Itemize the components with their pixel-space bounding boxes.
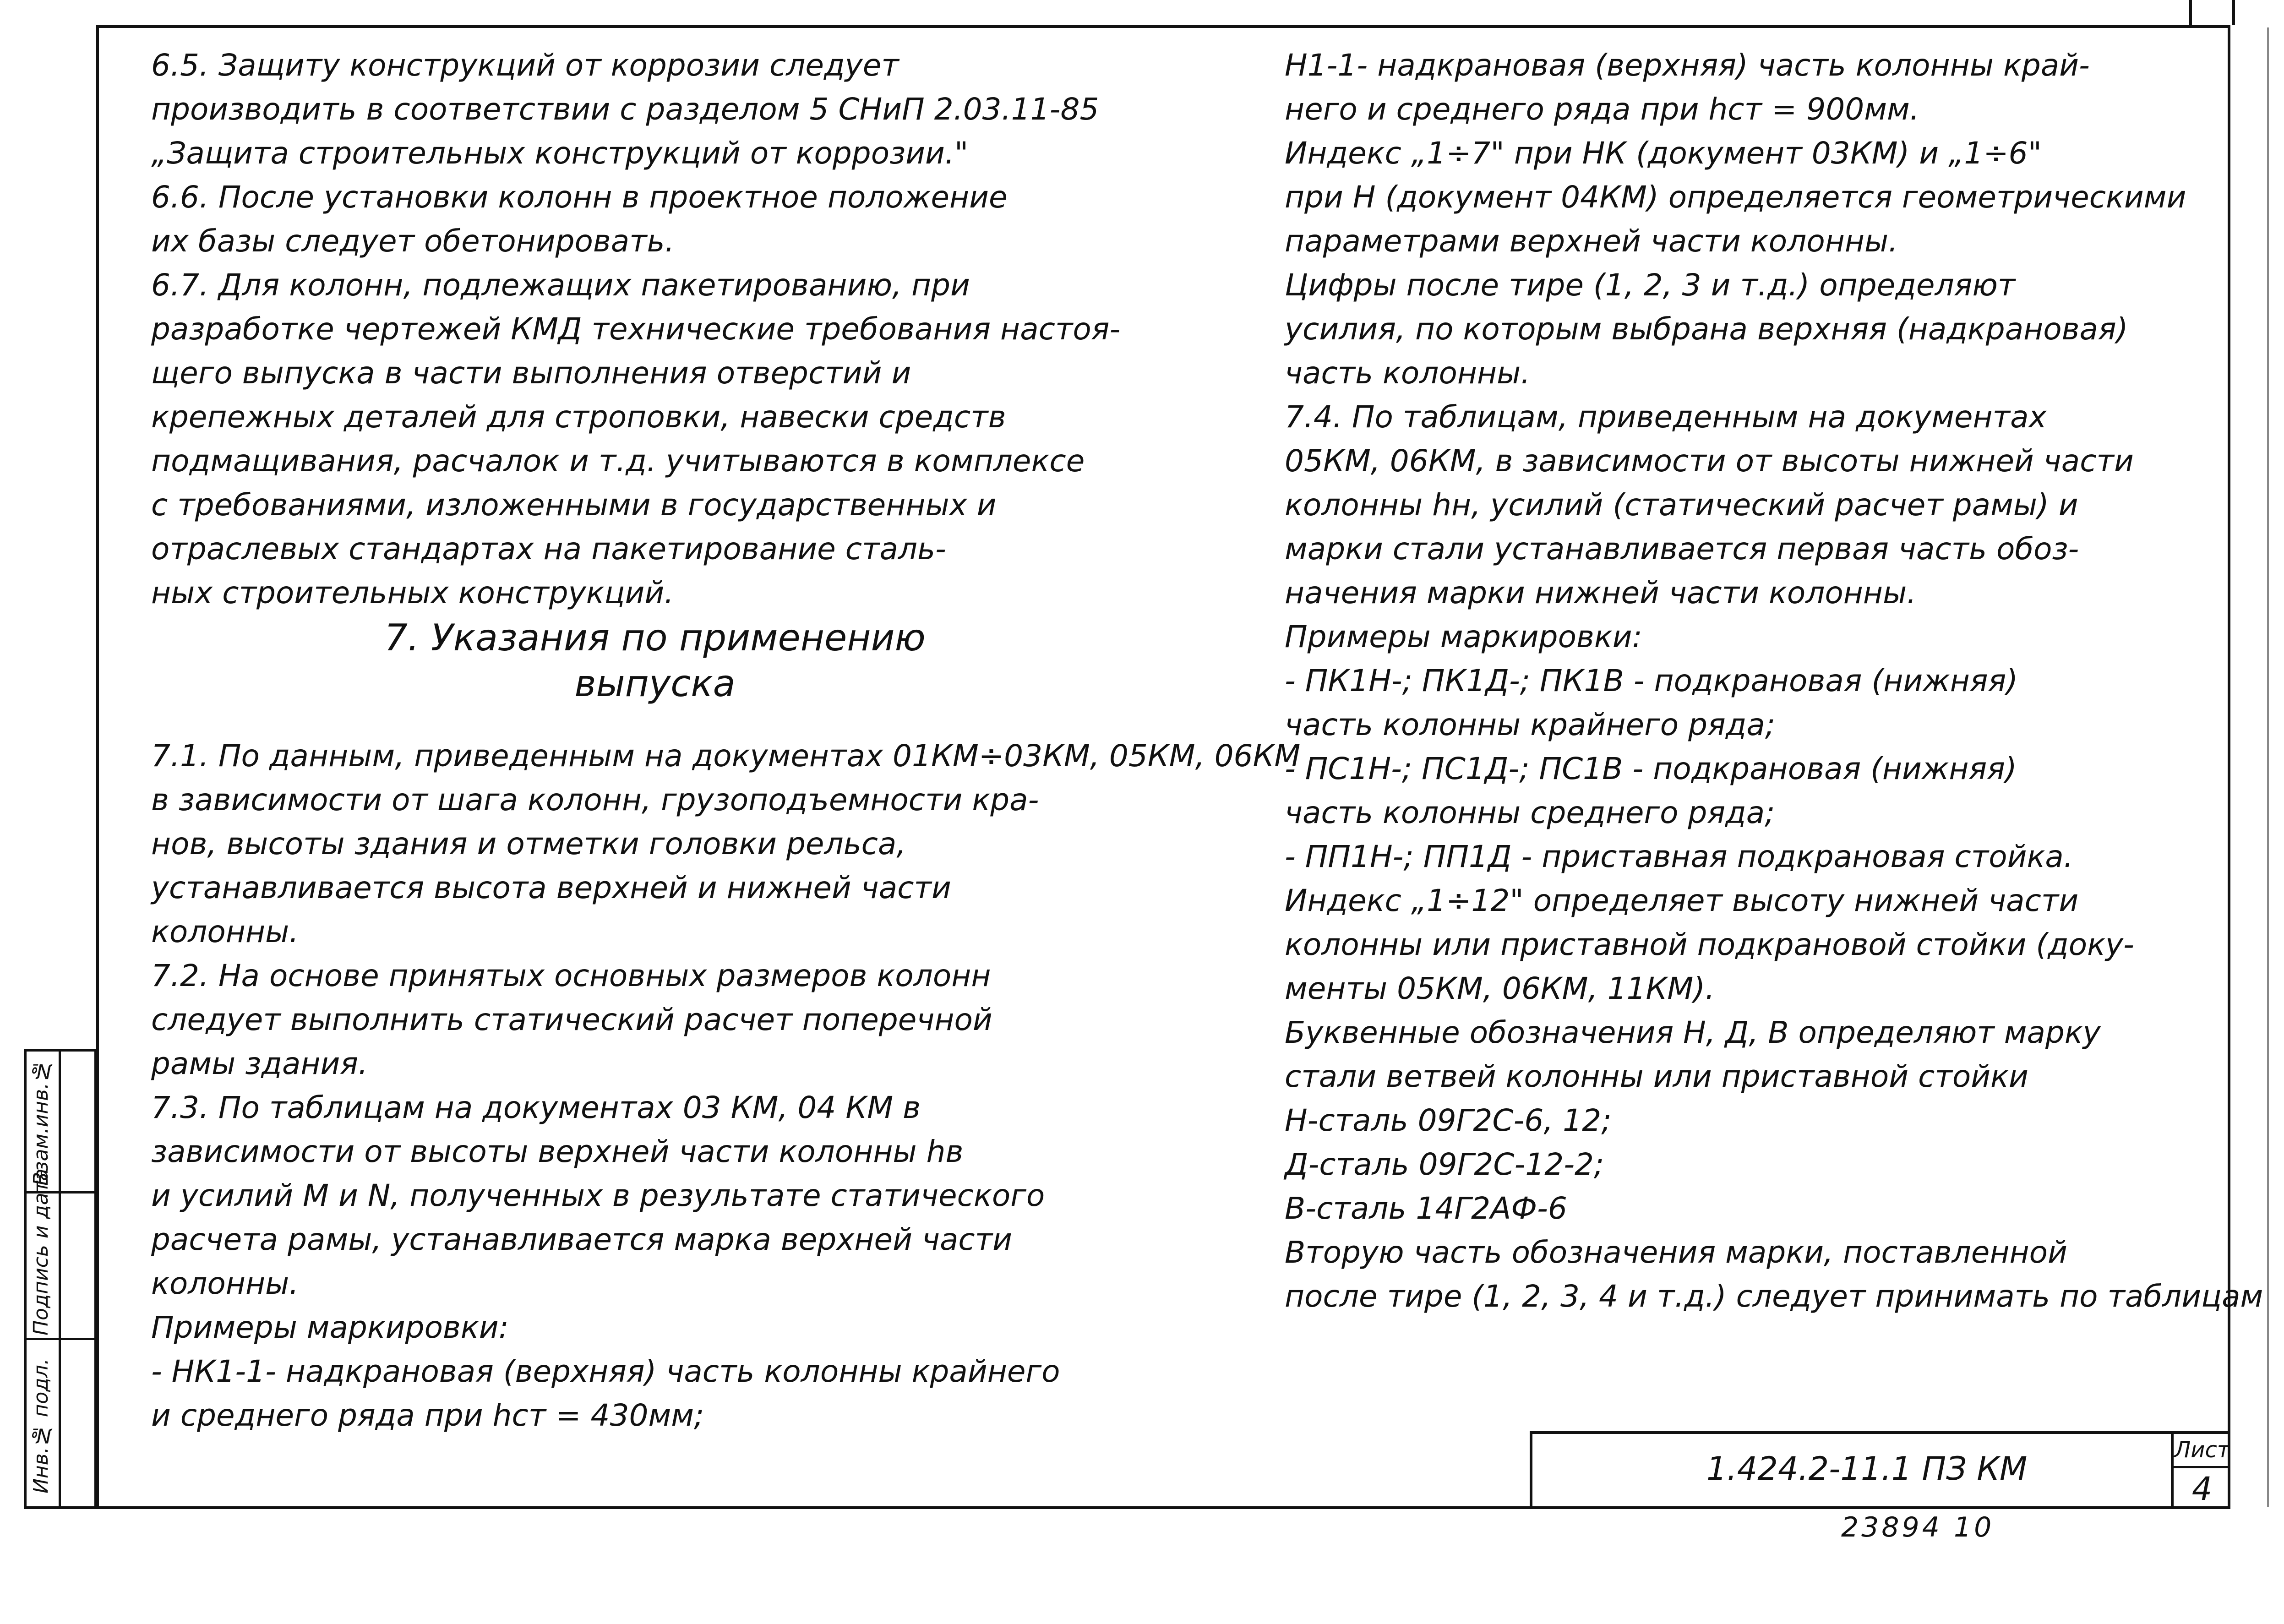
side-stamp bbox=[24, 1049, 97, 1509]
text-line: часть колонны крайнего ряда; bbox=[1285, 707, 1776, 742]
text-line: - ПП1Н-; ПП1Д - приставная подкрановая стойка. bbox=[1285, 839, 2073, 874]
sheet-number: 4 bbox=[2191, 1470, 2213, 1508]
sheet-box bbox=[2171, 1434, 2230, 1509]
text-line: 6.5. Защиту конструкций от коррозии следует bbox=[151, 48, 899, 83]
sheet-label: Лист bbox=[2174, 1434, 2230, 1468]
text-line: часть колонны среднего ряда; bbox=[1285, 795, 1775, 830]
text-line: - ПС1Н-; ПС1Д-; ПС1В - подкрановая (нижняя) bbox=[1285, 751, 2017, 786]
right-column bbox=[1285, 44, 2263, 1319]
text-line: 7.3. По таблицам на документах 03 КМ, 04 КМ в bbox=[151, 1090, 921, 1125]
text-line: 7.2. На основе принятых основных размеров колонн bbox=[151, 958, 991, 993]
text-line: с требованиями, изложенными в государственных и bbox=[151, 487, 997, 523]
text-line: колонны hн, усилий (статический расчет рамы) и bbox=[1285, 487, 2078, 523]
text-line: нов, высоты здания и отметки головки рельса, bbox=[151, 826, 906, 861]
text-line: 6.7. Для колонн, подлежащих пакетированию, при bbox=[151, 267, 970, 303]
text-line: в зависимости от шага колонн, грузоподъемности кра- bbox=[151, 782, 1039, 817]
footer-note: 23894 10 bbox=[1841, 1511, 1995, 1543]
binding-edge bbox=[2267, 27, 2269, 1507]
text-line: рамы здания. bbox=[151, 1046, 368, 1081]
text-line: В-сталь 14Г2АФ-6 bbox=[1285, 1191, 1567, 1226]
text-line: Д-сталь 09Г2С-12-2; bbox=[1285, 1147, 1604, 1182]
text-line: подмащивания, расчалок и т.д. учитываются в комплексе bbox=[151, 443, 1085, 479]
left-column bbox=[151, 44, 1301, 1438]
stamp-label-sign-date: Подпись и дата bbox=[29, 1168, 53, 1335]
text-line: Примеры маркировки: bbox=[1285, 619, 1642, 654]
text-line: марки стали устанавливается первая часть обоз- bbox=[1285, 531, 2079, 567]
stamp-label-inv-orig: Инв.№ подл. bbox=[29, 1358, 53, 1493]
text-line: Н1-1- надкрановая (верхняя) часть колонны край- bbox=[1285, 48, 2090, 83]
document-code: 1.424.2-11.1 ПЗ КМ bbox=[1706, 1450, 2028, 1488]
text-line: Индекс „1÷12" определяет высоту нижней части bbox=[1285, 883, 2079, 918]
text-line: колонны или приставной подкрановой стойки (доку- bbox=[1285, 927, 2134, 962]
text-line: щего выпуска в части выполнения отверстий и bbox=[151, 355, 911, 391]
text-line: начения марки нижней части колонны. bbox=[1285, 575, 1917, 610]
text-line: ных строительных конструкций. bbox=[151, 575, 674, 610]
text-line: разработке чертежей КМД технические требования настоя- bbox=[151, 311, 1121, 347]
text-line: - ПК1Н-; ПК1Д-; ПК1В - подкрановая (нижняя) bbox=[1285, 663, 2018, 698]
text-line: 7.4. По таблицам, приведенным на документах bbox=[1285, 399, 2047, 435]
text-line: устанавливается высота верхней и нижней части bbox=[151, 870, 951, 905]
text-line: колонны. bbox=[151, 914, 299, 949]
text-line: и среднего ряда при hст = 430мм; bbox=[151, 1398, 704, 1433]
text-line: менты 05КМ, 06КМ, 11КМ). bbox=[1285, 971, 1715, 1006]
text-line: зависимости от высоты верхней части колонны hв bbox=[151, 1134, 964, 1169]
text-line: расчета рамы, устанавливается марка верхней части bbox=[151, 1222, 1013, 1257]
text-line: параметрами верхней части колонны. bbox=[1285, 223, 1898, 259]
text-line: колонны. bbox=[151, 1266, 299, 1301]
text-line: и усилий М и N, полученных в результате статического bbox=[151, 1178, 1045, 1213]
text-line: после тире (1, 2, 3, 4 и т.д.) следует принимать по таблицам bbox=[1285, 1279, 2263, 1314]
text-line: отраслевых стандартах на пакетирование сталь- bbox=[151, 531, 946, 567]
text-line: их базы следует обетонировать. bbox=[151, 223, 675, 259]
text-line: Вторую часть обозначения марки, поставленной bbox=[1285, 1235, 2067, 1270]
text-line: „Защита строительных конструкций от коррозии." bbox=[151, 136, 969, 171]
text-line: Индекс „1÷7" при НК (документ 03КМ) и „1÷6" bbox=[1285, 136, 2042, 171]
text-line: Примеры маркировки: bbox=[151, 1310, 509, 1345]
corner-tab bbox=[2189, 0, 2235, 25]
section-title: выпуска bbox=[574, 662, 736, 705]
text-line: - НК1-1- надкрановая (верхняя) часть колонны крайнего bbox=[151, 1354, 1060, 1389]
text-line: 6.6. После установки колонн в проектное положение bbox=[151, 180, 1008, 215]
text-line: при Н (документ 04КМ) определяется геометрическими bbox=[1285, 180, 2186, 215]
text-line: 05КМ, 06КМ, в зависимости от высоты нижней части bbox=[1285, 443, 2134, 479]
text-line: 7.1. По данным, приведенным на документах 01КМ÷03КМ, 05КМ, 06КМ bbox=[151, 738, 1301, 774]
text-line: усилия, по которым выбрана верхняя (надкрановая) bbox=[1285, 311, 2128, 347]
text-line: Буквенные обозначения Н, Д, В определяют марку bbox=[1285, 1015, 2101, 1050]
text-line: следует выполнить статический расчет поперечной bbox=[151, 1002, 992, 1037]
stamp-label-inv-no: Взам.инв.№ bbox=[29, 1059, 53, 1186]
text-line: часть колонны. bbox=[1285, 355, 1531, 391]
text-line: него и среднего ряда при hст = 900мм. bbox=[1285, 92, 1919, 127]
text-line: стали ветвей колонны или приставной стойки bbox=[1285, 1059, 2028, 1094]
title-block bbox=[1530, 1431, 2230, 1509]
text-line: производить в соответствии с разделом 5 СНиП 2.03.11-85 bbox=[151, 92, 1099, 127]
text-line: Цифры после тире (1, 2, 3 и т.д.) определяют bbox=[1285, 267, 2016, 303]
section-title: 7. Указания по применению bbox=[384, 616, 926, 659]
text-line: Н-сталь 09Г2С-6, 12; bbox=[1285, 1103, 1612, 1138]
text-line: крепежных деталей для строповки, навески средств bbox=[151, 399, 1006, 435]
